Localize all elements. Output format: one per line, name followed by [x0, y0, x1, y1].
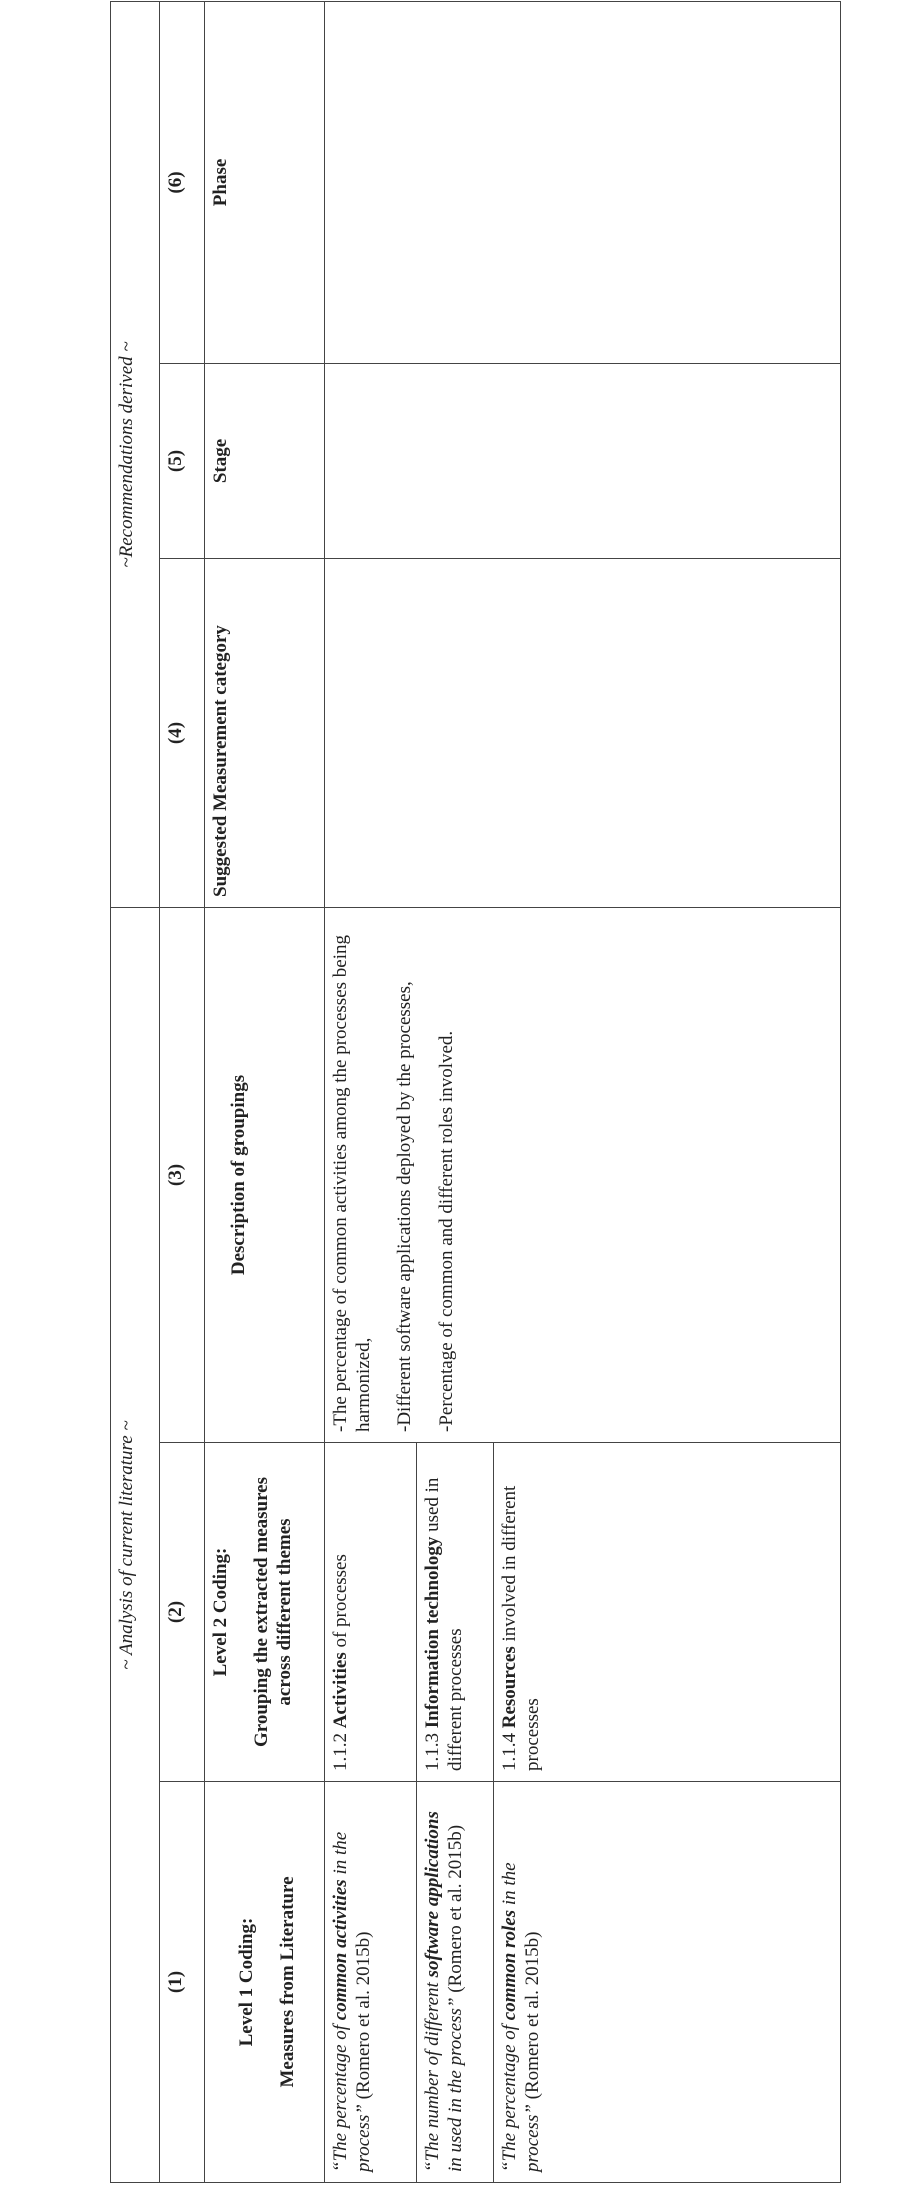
measure-cell [494, 1782, 841, 2183]
column-number-row [160, 1, 205, 2182]
col-2-number: (2) [160, 1443, 205, 1782]
measure-quote-start: “The percentage of [330, 2020, 351, 2172]
group-recommendations-header: ~Recommendations derived ~ [111, 1, 160, 907]
col-6-header [205, 1, 325, 363]
col-6-number: (6) [160, 1, 205, 363]
col-6-title: Phase [210, 158, 231, 207]
measure-quote-end: in the process” [499, 1862, 544, 2172]
coding-theme: Activities [330, 1652, 351, 1729]
phase-cell [325, 1, 841, 363]
description-cell [325, 908, 841, 1443]
stage-cell [325, 364, 841, 559]
coding-rest: of processes [330, 1554, 351, 1653]
measure-citation: (Romero et al. 2015b) [353, 1931, 375, 2105]
measure-quote-start: “The number of different [422, 1977, 443, 2172]
description-item: -The percentage of common activities among the processes being harmonized, [330, 935, 375, 1432]
col-4-title: Suggested Measurement category [210, 625, 231, 897]
description-item: -Percentage of common and different roles involved. [435, 1030, 457, 1432]
col-1-title: Level 1 Coding: [236, 1917, 257, 2047]
col-5-number: (5) [160, 364, 205, 559]
coding-cell [494, 1443, 841, 1782]
literature-analysis-table [110, 1, 841, 2183]
col-3-number: (3) [160, 908, 205, 1443]
col-1-number: (1) [160, 1782, 205, 2183]
measure-cell [325, 1782, 417, 2183]
col-5-header [205, 364, 325, 559]
coding-number: 1.1.2 [330, 1728, 351, 1771]
column-header-row [205, 1, 325, 2182]
coding-theme: Resources [499, 1646, 520, 1729]
col-3-title: Description of groupings [228, 1074, 249, 1276]
col-3-header [205, 908, 325, 1443]
col-1-header [205, 1782, 325, 2183]
measure-key-term: common roles [499, 1909, 520, 2021]
measurement-category-cell [325, 559, 841, 908]
measure-key-term: software applications [422, 1811, 443, 1978]
measure-cell [417, 1782, 494, 2183]
coding-cell [417, 1443, 494, 1782]
col-1-subtitle: Measures from Literature [277, 1876, 299, 2088]
measure-quote-end: in used in the process” [445, 1997, 467, 2172]
col-4-header [205, 559, 325, 908]
measure-quote-end: in the process” [330, 1831, 375, 2172]
col-2-subtitle: Grouping the extracted measures across different themes [251, 1476, 296, 1748]
col-2-title: Level 2 Coding: [210, 1547, 231, 1677]
description-item: -Different software applications deployed by the processes, [394, 981, 416, 1432]
measure-quote-start: “The percentage of [499, 2020, 520, 2172]
col-4-number: (4) [160, 559, 205, 908]
coding-number: 1.1.4 [499, 1728, 520, 1771]
coding-rest: involved in different processes [499, 1485, 544, 1771]
col-5-title: Stage [210, 438, 231, 484]
coding-cell [325, 1443, 417, 1782]
measure-citation: (Romero et al. 2015b) [445, 1824, 467, 1998]
coding-rest: used in different processes [422, 1477, 467, 1771]
measure-key-term: common activities [330, 1879, 351, 2021]
coding-number: 1.1.3 [422, 1728, 443, 1771]
group-analysis-header: ~ Analysis of current literature ~ [111, 908, 160, 2183]
group-header-row [111, 1, 160, 2182]
measure-citation: (Romero et al. 2015b) [522, 1931, 544, 2105]
coding-theme: Information technology [422, 1536, 443, 1729]
table-row [325, 1, 417, 2182]
col-2-header [205, 1443, 325, 1782]
